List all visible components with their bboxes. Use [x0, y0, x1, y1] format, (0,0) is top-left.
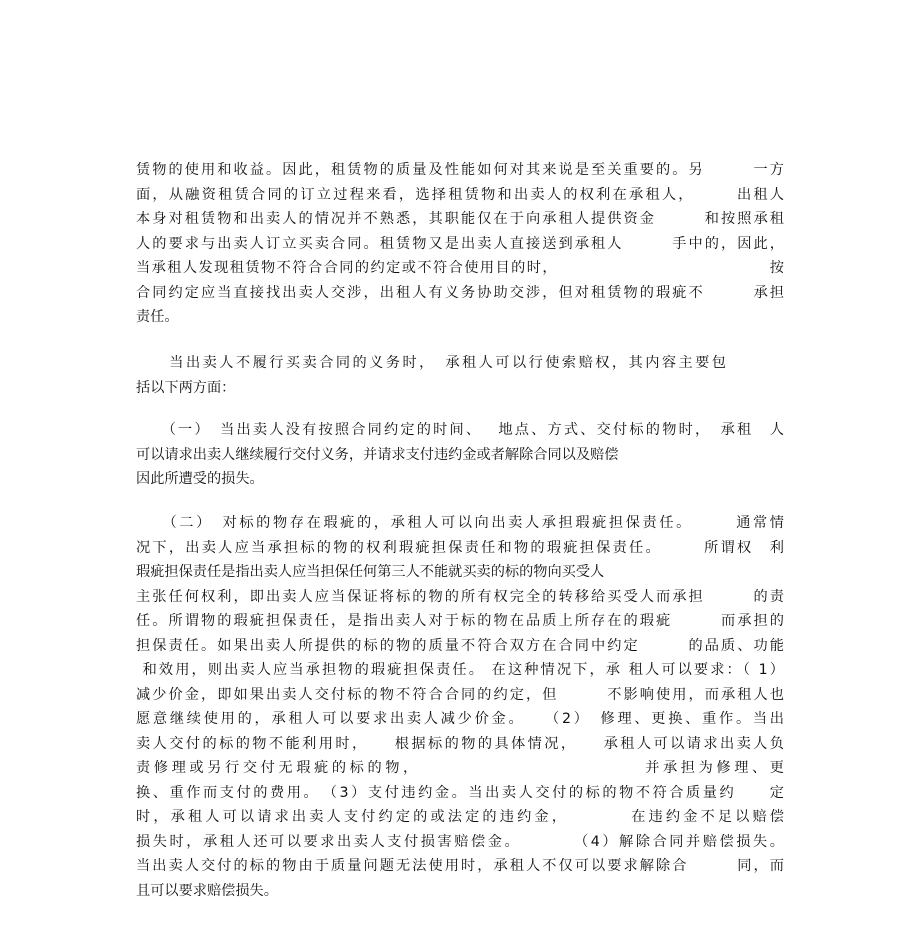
- text-line: 人的要求与出卖人订立买卖合同。租赁物又是出卖人直接送到承租人 手中的，因此，: [136, 235, 784, 252]
- text-line: 时，承租人可以请求出卖人支付约定的或法定的违约金， 在违约金不足以赔偿: [136, 809, 784, 825]
- text-line: 责任。: [136, 309, 179, 325]
- text-line: 当承租人发现租赁物不符合合同的约定或不符合使用目的时， 按: [136, 260, 784, 276]
- text-line: 可以请求出卖人继续履行交付义务，并请求支付违约金或者解除合同以及赔偿: [136, 446, 619, 463]
- text-line: （一） 当出卖人没有按照合同约定的时间、 地点、方式、交付标的物时， 承租 人: [136, 422, 784, 438]
- text-line: 且可以要求赔偿损失。: [136, 882, 278, 899]
- paragraph-4: [136, 511, 784, 903]
- text-line: 瑕疵担保责任是指出卖人应当担保任何第三人不能就买卖的标的物向买受人: [136, 564, 605, 580]
- paragraph-1: [136, 158, 784, 330]
- text-line: 愿意继续使用的，承租人可以要求出卖人减少价金。 （2） 修理、更换、重作。当出: [136, 711, 784, 727]
- text-line: 况下，出卖人应当承担标的物的权利瑕疵担保责任和物的瑕疵担保责任。 所谓权 利: [136, 539, 784, 556]
- text-line: 卖人交付的标的物不能利用时， 根据标的物的具体情况， 承租人可以请求出卖人负: [136, 735, 784, 752]
- text-line: 面，从融资租赁合同的订立过程来看，选择租赁物和出卖人的权利在承租人， 出租人: [136, 186, 784, 203]
- text-line: 损失时，承租人还可以要求出卖人支付损害赔偿金。 （4）解除合同并赔偿损失。: [136, 833, 784, 850]
- text-line: 责修理或另行交付无瑕疵的标的物， 并承担为修理、更: [136, 760, 784, 776]
- text-line: 担保责任。如果出卖人所提供的标的物的质量不符合双方在合同中约定 的品质、功能: [136, 637, 784, 654]
- paragraph-2: [136, 351, 726, 400]
- text-line: 主张任何权利，即出卖人应当保证将标的物的所有权完全的转移给买受人而承担 的责: [136, 588, 784, 605]
- text-line: 当出卖人不履行买卖合同的义务时， 承租人可以行使索赔权，其内容主要包: [136, 355, 726, 371]
- text-line: 本身对租赁物和出卖人的情况并不熟悉，其职能仅在于向承租人提供资金 和按照承租: [136, 211, 784, 227]
- text-line: 减少价金，即如果出卖人交付标的物不符合合同的约定，但 不影响使用，而承租人也: [136, 686, 784, 703]
- text-line: 赁物的使用和收益。因此，租赁物的质量及性能如何对其来说是至关重要的。另 一方: [136, 162, 784, 178]
- text-line: （二） 对标的物存在瑕疵的，承租人可以向出卖人承担瑕疵担保责任。 通常情: [136, 515, 784, 531]
- text-line: 合同约定应当直接找出卖人交涉，出租人有义务协助交涉，但对租赁物的瑕疵不 承担: [136, 284, 784, 301]
- text-line: 任。所谓物的瑕疵担保责任，是指出卖人对于标的物在品质上所存在的瑕疵 而承担的: [136, 613, 784, 629]
- text-line: 因此所遭受的损失。: [136, 471, 264, 487]
- text-line: 和效用，则出卖人应当承担物的瑕疵担保责任。 在这种情况下，承 租人可以要求：（ 1）: [136, 662, 784, 678]
- text-line: 换、重作而支付的费用。 （3）支付违约金。当出卖人交付的标的物不符合质量约 定: [136, 784, 784, 801]
- text-line: 当出卖人交付的标的物由于质量问题无法使用时，承租人不仅可以要求解除合 同，而: [136, 858, 784, 874]
- paragraph-3: [136, 418, 784, 492]
- text-line: 括以下两方面：: [136, 379, 236, 396]
